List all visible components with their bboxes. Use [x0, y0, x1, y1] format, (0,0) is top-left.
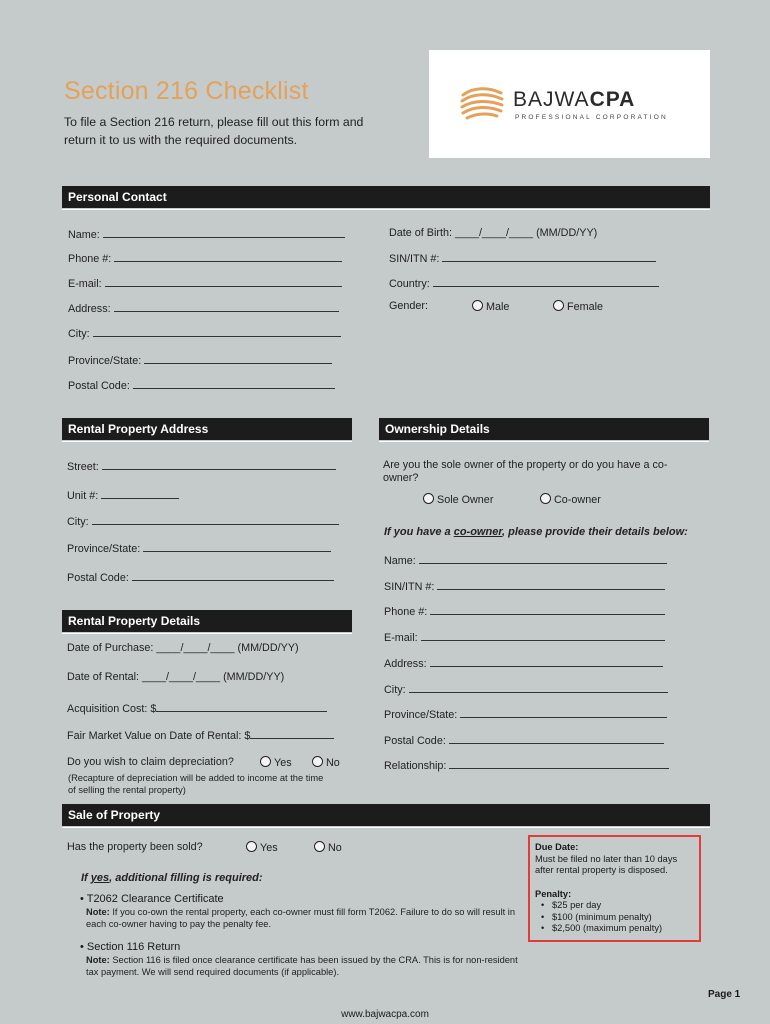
sold-question: Has the property been sold?	[67, 841, 203, 853]
sin-field[interactable]: SIN/ITN #:	[389, 251, 656, 265]
section-heading-sale: Sale of Property	[62, 804, 710, 826]
due-date-box	[528, 835, 701, 942]
depreciation-no-radio[interactable]: No	[312, 756, 340, 769]
depreciation-yes-radio[interactable]: Yes	[260, 756, 292, 769]
due-date-label: Due Date:	[535, 842, 579, 852]
coowner-city-field[interactable]: City:	[384, 682, 668, 696]
unit-field[interactable]: Unit #:	[67, 488, 179, 502]
address-field[interactable]: Address:	[68, 301, 339, 315]
sold-no-radio[interactable]: No	[314, 841, 342, 854]
sole-owner-radio[interactable]: Sole Owner	[423, 493, 493, 506]
name-field[interactable]: Name:	[68, 227, 345, 241]
depreciation-question: Do you wish to claim depreciation?	[67, 756, 234, 768]
gender-label: Gender:	[389, 300, 429, 312]
s116-item: • Section 116 Return	[80, 941, 181, 953]
dob-field[interactable]: Date of Birth: ____/____/____ (MM/DD/YY)	[389, 227, 598, 239]
logo-brand: BAJWACPA	[513, 88, 636, 111]
coowner-email-field[interactable]: E-mail:	[384, 630, 665, 644]
coowner-address-field[interactable]: Address:	[384, 656, 663, 670]
section-heading-ownership: Ownership Details	[379, 418, 709, 440]
t2062-item: • T2062 Clearance Certificate	[80, 893, 224, 905]
section-heading-personal: Personal Contact	[62, 186, 710, 208]
province-field[interactable]: Province/State:	[68, 353, 332, 367]
radio-icon	[540, 493, 551, 504]
radio-icon	[423, 493, 434, 504]
penalty-item: • $2,500 (maximum penalty)	[541, 923, 694, 935]
depreciation-note: (Recapture of depreciation will be added to income at the time of selling the rental property)	[68, 773, 324, 795]
sold-yes-radio[interactable]: Yes	[246, 841, 278, 854]
rental-date-field[interactable]: Date of Rental: ____/____/____ (MM/DD/YY)	[67, 671, 285, 683]
rental-province-field[interactable]: Province/State:	[67, 541, 331, 555]
ownership-question: Are you the sole owner of the property or do you have a co-owner?	[383, 459, 668, 484]
radio-icon	[246, 841, 257, 852]
radio-icon	[260, 756, 271, 767]
logo-subtitle: PROFESSIONAL CORPORATION	[515, 114, 668, 121]
logo-swirl-icon	[459, 83, 505, 123]
radio-icon	[553, 300, 564, 311]
additional-filing-note: If yes, additional filling is required:	[81, 872, 263, 884]
footer-url[interactable]: www.bajwacpa.com	[341, 1009, 429, 1020]
rental-city-field[interactable]: City:	[67, 514, 339, 528]
t2062-note: Note: If you co-own the rental property, each co-owner must fill form T2062. Failure to do so will result in each co-owner having to pay the penalty fee.	[86, 907, 516, 929]
fair-market-value-field[interactable]: Fair Market Value on Date of Rental: $	[67, 728, 334, 742]
gender-female-radio[interactable]: Female	[553, 300, 603, 313]
page-number: Page 1	[708, 989, 741, 1000]
intro-text: To file a Section 216 return, please fill out this form and return it to us with the required documents.	[64, 115, 364, 147]
co-owner-radio[interactable]: Co-owner	[540, 493, 601, 506]
penalty-list	[541, 900, 694, 935]
coowner-relationship-field[interactable]: Relationship:	[384, 758, 669, 772]
coowner-postal-field[interactable]: Postal Code:	[384, 733, 664, 747]
city-field[interactable]: City:	[68, 326, 341, 340]
acquisition-cost-field[interactable]: Acquisition Cost: $	[67, 701, 327, 715]
due-date-text: Must be filed no later than 10 days after rental property is disposed.	[535, 853, 678, 875]
penalty-item: • $100 (minimum penalty)	[541, 912, 694, 924]
company-logo	[429, 50, 710, 158]
s116-note: Note: Section 116 is filed once clearance certificate has been issued by the CRA. This is for non-resident tax payment. We will send required documents (if applicable).	[86, 955, 518, 977]
gender-male-radio[interactable]: Male	[472, 300, 509, 313]
penalty-label: Penalty:	[535, 888, 572, 899]
radio-icon	[472, 300, 483, 311]
coowner-phone-field[interactable]: Phone #:	[384, 604, 665, 618]
email-field[interactable]: E-mail:	[68, 276, 342, 290]
street-field[interactable]: Street:	[67, 459, 336, 473]
purchase-date-field[interactable]: Date of Purchase: ____/____/____ (MM/DD/YY)	[67, 642, 299, 654]
penalty-item: • $25 per day	[541, 900, 694, 912]
coowner-province-field[interactable]: Province/State:	[384, 707, 667, 721]
radio-icon	[312, 756, 323, 767]
rental-postal-field[interactable]: Postal Code:	[67, 570, 334, 584]
coowner-sin-field[interactable]: SIN/ITN #:	[384, 579, 665, 593]
coowner-instruction: If you have a co-owner, please provide their details below:	[384, 526, 688, 538]
section-heading-rental-details: Rental Property Details	[62, 610, 352, 632]
radio-icon	[314, 841, 325, 852]
page-title: Section 216 Checklist	[64, 77, 309, 105]
phone-field[interactable]: Phone #:	[68, 251, 342, 265]
coowner-name-field[interactable]: Name:	[384, 553, 667, 567]
country-field[interactable]: Country:	[389, 276, 659, 290]
section-heading-rental-address: Rental Property Address	[62, 418, 352, 440]
postal-code-field[interactable]: Postal Code:	[68, 378, 335, 392]
